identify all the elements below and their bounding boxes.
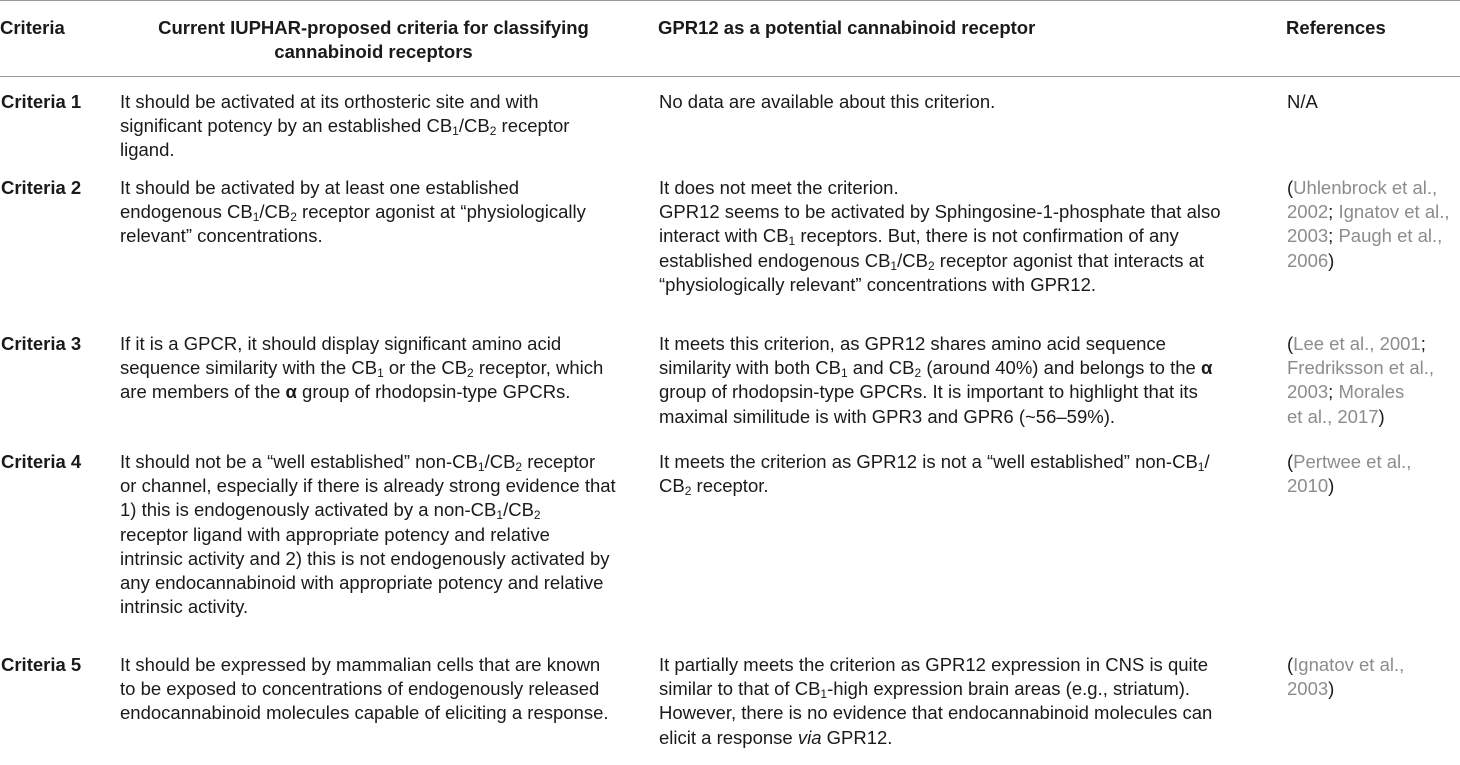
ref-link[interactable]: Morales (1338, 381, 1405, 403)
ref-link[interactable]: 2003 (1287, 225, 1329, 247)
ref-link: ( (1287, 177, 1294, 198)
ref-link[interactable]: 2003 (1287, 678, 1329, 700)
ref-link[interactable]: 2002 (1287, 201, 1329, 223)
table-row (0, 437, 1460, 640)
ref-link[interactable]: Uhlenbrock et al., (1293, 177, 1438, 198)
header-row (0, 1, 1460, 77)
table-row (0, 640, 1460, 750)
iuphar-criterion-text: It should be activated by at least one established endogenous $CB_1/CB_2$ receptor agonist at “physiologically relevant” concentrations. (120, 177, 586, 247)
header-gpr12: GPR12 as a potential cannabinoid receptor (658, 17, 1036, 38)
gpr12-assessment-text: It meets the criterion as GPR12 is not a “well established” non-$CB_1/$ $CB_2$ receptor. (659, 451, 1210, 499)
table-row (0, 163, 1460, 319)
row-criteria-label: Criteria 5 (1, 654, 82, 675)
gpr12-assessment-text: No data are available about this criterion. (659, 91, 996, 112)
row-criteria-label: Criteria 2 (1, 177, 82, 198)
header-iuphar-line1: Current IUPHAR-proposed criteria for classifying (158, 17, 589, 38)
ref-link: ( (1287, 654, 1294, 675)
ref-link[interactable]: Ignatov et al., (1338, 201, 1450, 223)
iuphar-criterion-text: If it is a GPCR, it should display significant amino acid sequence similarity with the $CB_1$ or the $CB_2$ receptor, which are members of the α group of rhodopsin-type GPCRs. (120, 333, 604, 403)
ref-link[interactable]: Fredriksson et al., (1287, 357, 1435, 379)
row-criteria-label: Criteria 4 (1, 451, 82, 472)
reference-cell: (Uhlenbrock et al., 2002; Ignatov et al., 2003; Paugh et al., 2006) (1287, 177, 1450, 271)
ref-link[interactable]: Ignatov et al., (1293, 654, 1405, 675)
row-criteria-label: Criteria 3 (1, 333, 82, 354)
header-iuphar (119, 1, 658, 77)
ref-link: ( (1287, 451, 1294, 472)
ref-link[interactable]: 2006 (1287, 249, 1329, 271)
row-criteria-label: Criteria 1 (1, 91, 82, 112)
ref-link: ( (1287, 333, 1294, 354)
reference-cell: (Lee et al., 2001; Fredriksson et al., 2003; Morales et al., 2017) (1287, 333, 1435, 427)
gpr12-assessment-text: It partially meets the criterion as GPR12 expression in CNS is quite similar to that of $CB_1$-high expression brain areas (e.g., striatum). However, there is no evidence that endocannabinoid molecules can elicit a response via GPR12. (659, 654, 1213, 748)
header-iuphar-line2: cannabinoid receptors (274, 41, 473, 62)
reference-cell: (Ignatov et al., 2003) (1287, 654, 1405, 700)
gpr12-assessment-text: It does not meet the criterion. GPR12 seems to be activated by Sphingosine-1-phosphate that also interact with $CB_1$ receptors. But, there is not confirmation of any established endogenous $CB_1/CB_2$ receptor agonist that interacts at “physiologically relevant” concentrations with GPR12. (659, 177, 1221, 295)
reference-cell: (Pertwee et al., 2010) (1287, 451, 1412, 497)
ref-link[interactable]: 2010 (1287, 475, 1329, 497)
ref-link[interactable]: 2003 (1287, 381, 1329, 403)
table-row (0, 319, 1460, 437)
gpr12-assessment-text: It meets this criterion, as GPR12 shares amino acid sequence similarity with both $CB_1$ and $CB_2$ (around 40%) and belongs to the α group of rhodopsin-type GPCRs. It is important to highlight that its maximal similitude is with GPR3 and GPR6 (~56–59%). (659, 333, 1213, 427)
header-criteria: Criteria (0, 17, 65, 38)
header-references: References (1286, 17, 1386, 38)
iuphar-criterion-text: It should be activated at its orthosteric site and with significant potency by an established $CB_1/CB_2$ receptor ligand. (120, 91, 570, 161)
reference-cell: N/A (1287, 91, 1318, 112)
table-row (0, 77, 1460, 164)
iuphar-criterion-text: It should not be a “well established” non-$CB_1/CB_2$ receptor or channel, especially if there is already strong evidence that 1) this is endogenously activated by a non-$CB_1/CB_2$ receptor ligand with appropriate potency and relative intrinsic activity and 2) this is not endogenously activated by any endocannabinoid with appropriate potency and relative intrinsic activity. (120, 451, 616, 618)
iuphar-criterion-text: It should be expressed by mammalian cells that are known to be exposed to concentrations of endogenously released endocannabinoid molecules capable of eliciting a response. (120, 654, 609, 724)
ref-link[interactable]: Pertwee et al., (1293, 451, 1412, 472)
ref-link[interactable]: Paugh et al., (1338, 225, 1443, 247)
ref-link[interactable]: Lee et al., 2001 (1293, 333, 1421, 354)
ref-link[interactable]: et al., 2017 (1287, 405, 1379, 427)
